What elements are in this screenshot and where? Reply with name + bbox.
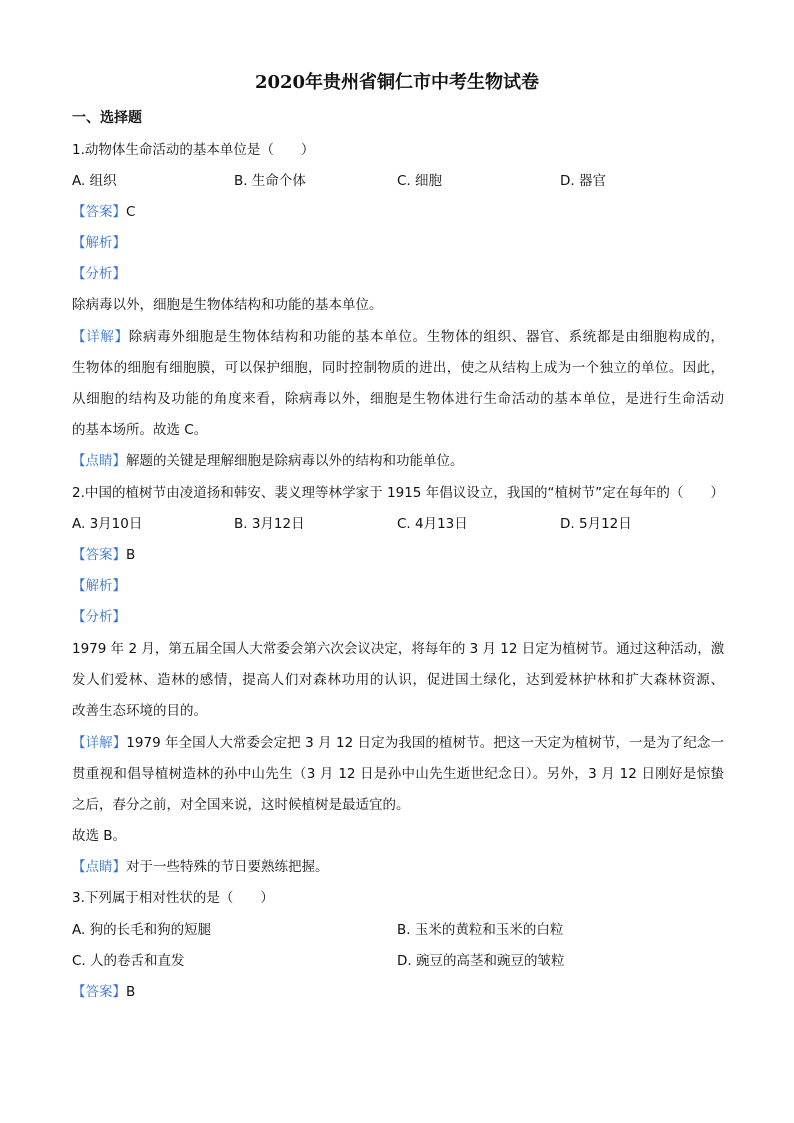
q3-stem: 3.下列属于相对性状的是（ ） bbox=[72, 890, 274, 906]
analysis-tag: 【解析】 bbox=[72, 235, 126, 251]
q2-fenxi-line-3: 改善生态环境的目的。 bbox=[72, 703, 207, 719]
q1-fenxi-heading bbox=[72, 264, 724, 284]
q2-fenxi-heading bbox=[72, 607, 724, 627]
q2-detail-text-1: 1979 年全国人大常委会定把 3 月 12 日定为我国的植树节。把这一天定为植树节，一是为了纪念一 bbox=[126, 735, 724, 751]
answer-tag: 【答案】 bbox=[72, 204, 126, 220]
analysis-tag: 【解析】 bbox=[72, 578, 126, 594]
page-title: 2020年贵州省铜仁市中考生物试卷 bbox=[254, 72, 540, 93]
q2-option-d: D. 5月12日 bbox=[560, 516, 632, 532]
q2-comment-text: 对于一些特殊的节日要熟练把握。 bbox=[126, 859, 329, 875]
q1-detail-line-4: 的基本场所。故选 C。 bbox=[72, 422, 208, 438]
q1-option-b: B. 生命个体 bbox=[234, 173, 306, 189]
q2-answer-value: B bbox=[126, 547, 136, 563]
q1-option-d: D. 器官 bbox=[560, 173, 606, 189]
q2-detail-line-1 bbox=[72, 733, 724, 753]
q2-detail-line-3: 之后，春分之前，对全国来说，这时候植树是最适宜的。 bbox=[72, 797, 410, 813]
answer-tag: 【答案】 bbox=[72, 984, 126, 1000]
fenxi-tag: 【分析】 bbox=[72, 609, 126, 625]
q1-comment bbox=[72, 451, 724, 471]
q2-option-a: A. 3月10日 bbox=[72, 516, 143, 532]
comment-tag: 【点睛】 bbox=[72, 453, 126, 469]
q1-comment-text: 解题的关键是理解细胞是除病毒以外的结构和功能单位。 bbox=[126, 453, 464, 469]
q3-answer-value: B bbox=[126, 984, 136, 1000]
fenxi-tag: 【分析】 bbox=[72, 266, 126, 282]
q3-option-b: B. 玉米的黄粒和玉米的白粒 bbox=[397, 922, 564, 938]
section-heading: 一、选择题 bbox=[72, 110, 142, 126]
q1-answer-value: C bbox=[126, 204, 136, 220]
q2-analysis-heading bbox=[72, 576, 724, 596]
q1-detail-text-1: 除病毒外细胞是生物体结构和功能的基本单位。生物体的组织、器官、系统都是由细胞构成的， bbox=[128, 329, 725, 345]
q2-detail-line-2: 贯重视和倡导植树造林的孙中山先生（3 月 12 日是孙中山先生逝世纪念日）。另外，3 月 12 日刚好是惊蛰 bbox=[72, 766, 724, 782]
q1-option-c: C. 细胞 bbox=[397, 173, 443, 189]
comment-tag: 【点睛】 bbox=[72, 859, 126, 875]
q2-comment bbox=[72, 857, 724, 877]
q1-detail-line-3: 从细胞的结构及功能的角度来看，除病毒以外，细胞是生物体进行生命活动的基本单位，是进行生命活动 bbox=[72, 391, 724, 407]
q3-option-a: A. 狗的长毛和狗的短腿 bbox=[72, 922, 212, 938]
q1-option-a: A. 组织 bbox=[72, 173, 117, 189]
q3-option-c: C. 人的卷舌和直发 bbox=[72, 953, 185, 969]
q2-fenxi-line-1: 1979 年 2 月，第五届全国人大常委会第六次会议决定，将每年的 3 月 12 日定为植树节。通过这种活动，激 bbox=[72, 641, 725, 657]
q3-answer bbox=[72, 982, 724, 1002]
q1-analysis-heading bbox=[72, 233, 724, 253]
q2-option-b: B. 3月12日 bbox=[234, 516, 305, 532]
detail-tag: 【详解】 bbox=[72, 329, 129, 345]
q2-choose: 故选 B。 bbox=[72, 828, 127, 844]
q1-answer bbox=[72, 202, 724, 222]
q1-detail-line-2: 生物体的细胞有细胞膜，可以保护细胞，同时控制物质的进出，使之从结构上成为一个独立的单位。因此， bbox=[72, 360, 724, 376]
detail-tag: 【详解】 bbox=[72, 735, 127, 751]
q1-detail-line-1 bbox=[72, 327, 724, 347]
q1-stem: 1.动物体生命活动的基本单位是（ ） bbox=[72, 142, 315, 158]
q2-fenxi-line-2: 发人们爱林、造林的感情，提高人们对森林功用的认识，促进国土绿化，达到爱林护林和扩大森林资源、 bbox=[72, 672, 724, 688]
q2-option-c: C. 4月13日 bbox=[397, 516, 468, 532]
q1-fenxi-text: 除病毒以外，细胞是生物体结构和功能的基本单位。 bbox=[72, 297, 383, 313]
q3-option-d: D. 豌豆的高茎和豌豆的皱粒 bbox=[397, 953, 565, 969]
answer-tag: 【答案】 bbox=[72, 547, 126, 563]
q2-answer bbox=[72, 545, 724, 565]
q2-stem: 2.中国的植树节由凌道扬和韩安、裴义理等林学家于 1915 年倡议设立，我国的“植树节”定在每年的（ ） bbox=[72, 485, 724, 501]
